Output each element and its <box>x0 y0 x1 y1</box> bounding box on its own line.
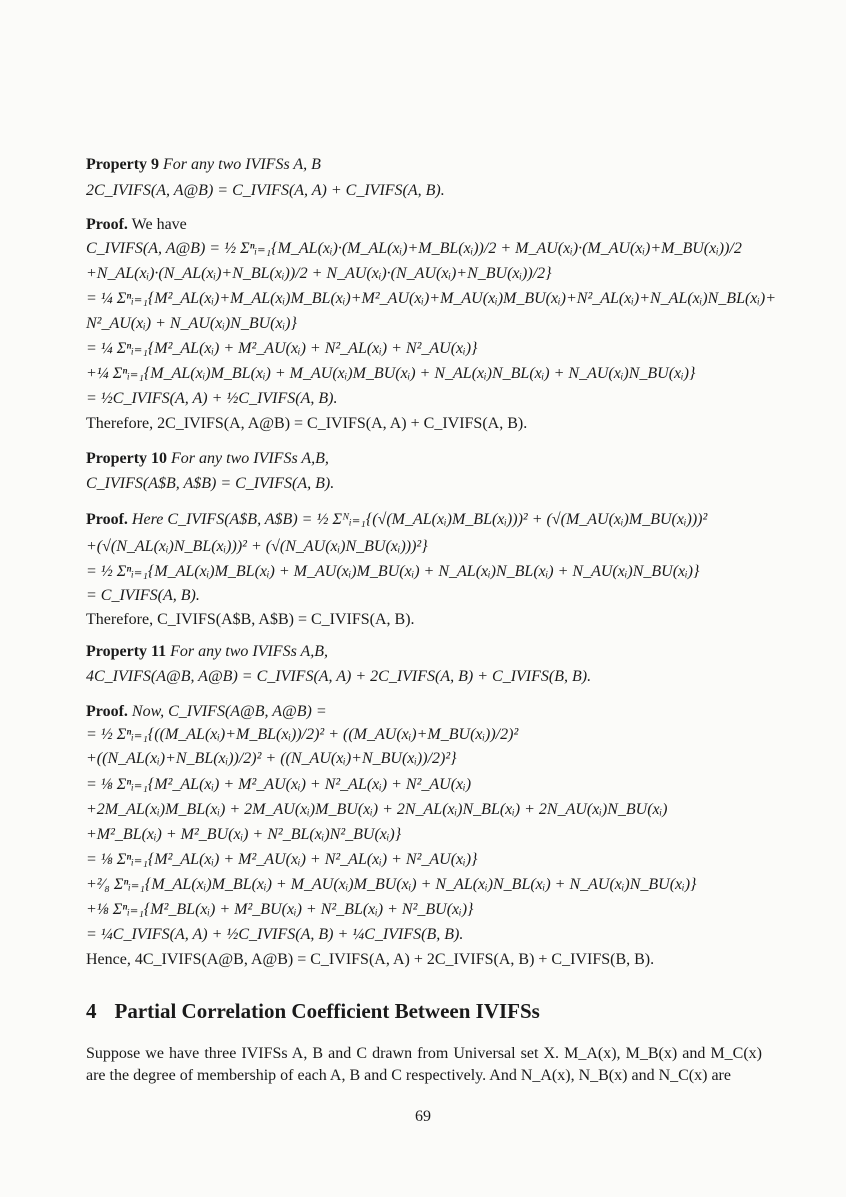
property-9-proof-line: +N_AL(xᵢ)·(N_AL(xᵢ)+N_BL(xᵢ))/2 + N_AU(xᵢ)·(N_AU(xᵢ)+N_BU(xᵢ))/2} <box>86 265 552 282</box>
property-11-proof-line: +((N_AL(xᵢ)+N_BL(xᵢ))/2)² + ((N_AU(xᵢ)+N_BU(xᵢ))/2)²} <box>86 750 457 767</box>
property-11-proof-line: +⅛ Σⁿᵢ₌₁{M²_BL(xᵢ) + M²_BU(xᵢ) + N²_BL(xᵢ) + N²_BU(xᵢ)} <box>86 901 474 918</box>
property-10-formula: C_IVIFS(A$B, A$B) = C_IVIFS(A, B). <box>86 475 335 492</box>
property-9-heading <box>86 155 321 175</box>
property-11-proof-line: +2M_AL(xᵢ)M_BL(xᵢ) + 2M_AU(xᵢ)M_BU(xᵢ) + 2N_AL(xᵢ)N_BL(xᵢ) + 2N_AU(xᵢ)N_BU(xᵢ) <box>86 801 668 818</box>
property-11-proof-line: +²⁄₈ Σⁿᵢ₌₁{M_AL(xᵢ)M_BL(xᵢ) + M_AU(xᵢ)M_BU(xᵢ) + N_AL(xᵢ)N_BL(xᵢ) + N_AU(xᵢ)N_BU(xᵢ)} <box>86 876 697 893</box>
property-10-proof-line: = ½ Σⁿᵢ₌₁{M_AL(xᵢ)M_BL(xᵢ) + M_AU(xᵢ)M_BU(xᵢ) + N_AL(xᵢ)N_BL(xᵢ) + N_AU(xᵢ)N_BU(xᵢ)} <box>86 563 700 580</box>
property-11-formula: 4C_IVIFS(A@B, A@B) = C_IVIFS(A, A) + 2C_IVIFS(A, B) + C_IVIFS(B, B). <box>86 668 592 685</box>
property-9-formula: 2C_IVIFS(A, A@B) = C_IVIFS(A, A) + C_IVIFS(A, B). <box>86 182 445 199</box>
property-11-proof-first <box>86 702 327 722</box>
property-10-conclusion: Therefore, C_IVIFS(A$B, A$B) = C_IVIFS(A, B). <box>86 611 415 628</box>
property-11-title: Property 11 <box>86 643 167 660</box>
property-9-statement: For any two IVIFSs A, B <box>163 156 321 173</box>
property-11-proof-line: = ½ Σⁿᵢ₌₁{((M_AL(xᵢ)+M_BL(xᵢ))/2)² + ((M_AU(xᵢ)+M_BU(xᵢ))/2)² <box>86 726 519 743</box>
property-11-statement: For any two IVIFSs A,B, <box>170 643 329 660</box>
property-10-statement: For any two IVIFSs A,B, <box>171 450 329 467</box>
section-heading <box>86 998 540 1024</box>
section-paragraph: Suppose we have three IVIFSs A, B and C drawn from Universal set X. M_A(x), M_B(x) and M_C(x) are the degree of membership of each A, B and C respectively. And N_A(x), N_B(x) and N_C(x) are <box>86 1045 762 1084</box>
property-9-proof-line: = ½C_IVIFS(A, A) + ½C_IVIFS(A, B). <box>86 390 338 407</box>
property-9-conclusion: Therefore, 2C_IVIFS(A, A@B) = C_IVIFS(A, A) + C_IVIFS(A, B). <box>86 415 528 432</box>
property-9-title: Property 9 <box>86 156 160 173</box>
property-11-proof-line: = ⅛ Σⁿᵢ₌₁{M²_AL(xᵢ) + M²_AU(xᵢ) + N²_AL(xᵢ) + N²_AU(xᵢ)} <box>86 851 478 868</box>
property-9-proof-line: N²_AU(xᵢ) + N_AU(xᵢ)N_BU(xᵢ)} <box>86 315 297 332</box>
section-number: 4 <box>86 999 97 1023</box>
page-number: 69 <box>415 1108 431 1125</box>
section-title: Partial Correlation Coefficient Between IVIFSs <box>114 999 540 1023</box>
property-11-proof-line: +M²_BL(xᵢ) + M²_BU(xᵢ) + N²_BL(xᵢ)N²_BU(xᵢ)} <box>86 826 402 843</box>
property-10-proof-line: = C_IVIFS(A, B). <box>86 587 200 604</box>
property-9-proof-intro <box>86 215 187 235</box>
proof-label: Proof. <box>86 703 128 720</box>
property-9-proof-line: = ¼ Σⁿᵢ₌₁{M²_AL(xᵢ)+M_AL(xᵢ)M_BL(xᵢ)+M²_AU(xᵢ)+M_AU(xᵢ)M_BU(xᵢ)+N²_AL(xᵢ)+N_AL(xᵢ)N_BL(xᵢ)+ <box>86 290 777 307</box>
property-9-proof-line: +¼ Σⁿᵢ₌₁{M_AL(xᵢ)M_BL(xᵢ) + M_AU(xᵢ)M_BU(xᵢ) + N_AL(xᵢ)N_BL(xᵢ) + N_AU(xᵢ)N_BU(xᵢ)} <box>86 365 696 382</box>
property-11-conclusion: Hence, 4C_IVIFS(A@B, A@B) = C_IVIFS(A, A) + 2C_IVIFS(A, B) + C_IVIFS(B, B). <box>86 951 655 968</box>
property-10-proof-line: Here C_IVIFS(A$B, A$B) = ½ Σᴺᵢ₌₁{(√(M_AL(xᵢ)M_BL(xᵢ)))² + (√(M_AU(xᵢ)M_BU(xᵢ)))² <box>131 511 708 528</box>
property-10-proof-first <box>86 510 707 530</box>
property-10-heading <box>86 449 329 469</box>
property-9-proof-line: C_IVIFS(A, A@B) = ½ Σⁿᵢ₌₁{M_AL(xᵢ)·(M_AL(xᵢ)+M_BL(xᵢ))/2 + M_AU(xᵢ)·(M_AU(xᵢ)+M_BU(xᵢ))/2 <box>86 240 742 257</box>
proof-intro-text: We have <box>131 216 187 233</box>
property-11-proof-line: = ¼C_IVIFS(A, A) + ½C_IVIFS(A, B) + ¼C_IVIFS(B, B). <box>86 926 464 943</box>
property-10-title: Property 10 <box>86 450 168 467</box>
property-11-proof-line: Now, C_IVIFS(A@B, A@B) = <box>131 703 327 720</box>
proof-label: Proof. <box>86 216 128 233</box>
property-11-proof-line: = ⅛ Σⁿᵢ₌₁{M²_AL(xᵢ) + M²_AU(xᵢ) + N²_AL(xᵢ) + N²_AU(xᵢ) <box>86 776 472 793</box>
proof-label: Proof. <box>86 511 128 528</box>
property-11-heading <box>86 642 328 662</box>
property-10-proof-line: +(√(N_AL(xᵢ)N_BL(xᵢ)))² + (√(N_AU(xᵢ)N_BU(xᵢ)))²} <box>86 538 428 555</box>
property-9-proof-line: = ¼ Σⁿᵢ₌₁{M²_AL(xᵢ) + M²_AU(xᵢ) + N²_AL(xᵢ) + N²_AU(xᵢ)} <box>86 340 478 357</box>
